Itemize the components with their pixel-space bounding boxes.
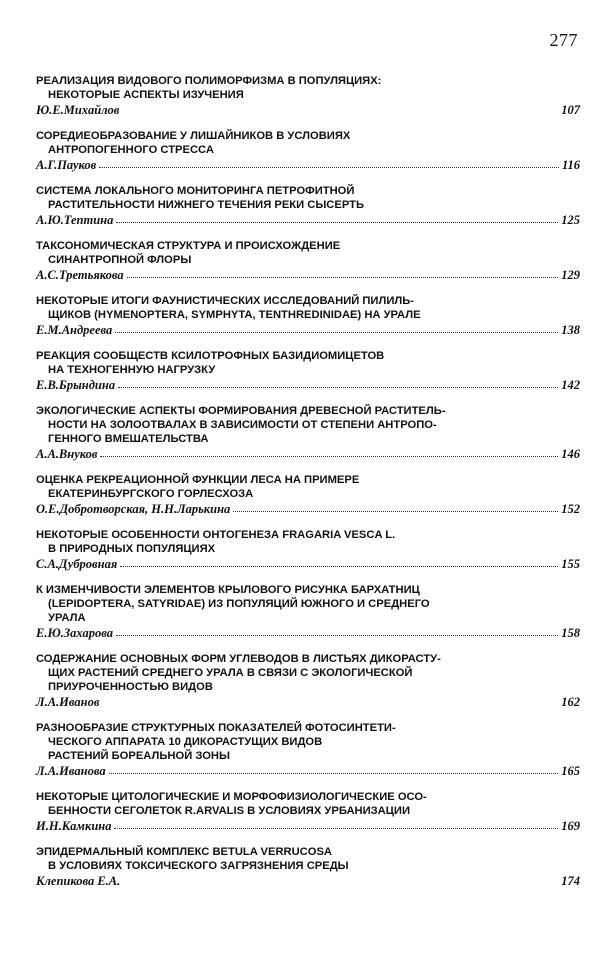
dot-leader: [114, 819, 558, 829]
dot-leader: [123, 874, 558, 883]
dot-leader: [116, 213, 558, 223]
entry-author-row: [36, 557, 580, 572]
entry-title: [36, 184, 580, 212]
entry-author: С.А.Дубровная: [36, 557, 118, 571]
dot-leader: [109, 764, 559, 774]
entry-title: [36, 845, 580, 873]
entry-title: [36, 349, 580, 377]
entry-title: [36, 404, 580, 446]
entry-title-line: ЧЕСКОГО АППАРАТА 10 ДИКОРАСТУЩИХ ВИДОВ: [48, 736, 323, 748]
entry-author-row: [36, 626, 580, 641]
toc-entry: [36, 583, 580, 641]
dot-leader: [120, 557, 558, 567]
entry-page-number: 162: [561, 695, 580, 709]
entry-title-line: АНТРОПОГЕННОГО СТРЕССА: [48, 144, 214, 156]
toc-entry: [36, 294, 580, 338]
entry-title-line: РАСТИТЕЛЬНОСТИ НИЖНЕГО ТЕЧЕНИЯ РЕКИ СЫСЕРТЬ: [48, 199, 365, 211]
dot-leader: [102, 695, 558, 704]
entry-author-row: [36, 819, 580, 834]
dot-leader: [100, 447, 558, 457]
entry-title: [36, 473, 580, 501]
dot-leader: [118, 378, 558, 388]
entry-title-line: ПРИУРОЧЕННОСТЬЮ ВИДОВ: [48, 681, 213, 693]
entry-title-line: СИСТЕМА ЛОКАЛЬНОГО МОНИТОРИНГА ПЕТРОФИТНОЙ: [36, 185, 355, 197]
entry-title-line: НОСТИ НА ЗОЛООТВАЛАХ В ЗАВИСИМОСТИ ОТ СТЕПЕНИ АНТРОПО-: [48, 419, 437, 431]
entry-page-number: 146: [561, 447, 580, 461]
entry-title: [36, 652, 580, 694]
entry-page-number: 138: [561, 323, 580, 337]
entry-title: [36, 721, 580, 763]
entry-title: [36, 790, 580, 818]
entry-title-line: РЕАКЦИЯ СООБЩЕСТВ КСИЛОТРОФНЫХ БАЗИДИОМИЦЕТОВ: [36, 350, 385, 362]
toc-entry: [36, 652, 580, 710]
entry-author: А.С.Третьякова: [36, 268, 124, 282]
toc-entry: [36, 349, 580, 393]
toc-entry: [36, 721, 580, 779]
entry-title-line: ОЦЕНКА РЕКРЕАЦИОННОЙ ФУНКЦИИ ЛЕСА НА ПРИМЕРЕ: [36, 474, 360, 486]
entry-author: И.Н.Камкина: [36, 819, 112, 833]
entry-author-row: [36, 447, 580, 462]
entry-page-number: 152: [561, 502, 580, 516]
page-number: 277: [549, 30, 578, 50]
entry-title-line: В ПРИРОДНЫХ ПОПУЛЯЦИЯХ: [48, 543, 216, 555]
entry-page-number: 116: [561, 158, 580, 172]
entry-title-line: БЕННОСТИ СЕГОЛЕТОК R.ARVALIS В УСЛОВИЯХ УРБАНИЗАЦИИ: [48, 805, 410, 817]
entry-author-row: [36, 874, 580, 889]
entry-title: [36, 129, 580, 157]
entry-author: О.Е.Добротворская, Н.Н.Ларькина: [36, 502, 231, 516]
entry-author: Ю.Е.Михайлов: [36, 103, 120, 117]
toc-entry: [36, 790, 580, 834]
dot-leader: [116, 626, 558, 636]
entry-title-line: УРАЛА: [48, 612, 86, 624]
toc-entry: [36, 129, 580, 173]
entry-author-row: [36, 103, 580, 118]
entry-title: [36, 74, 580, 102]
toc-entry: [36, 473, 580, 517]
toc-entry: [36, 845, 580, 889]
dot-leader: [115, 323, 558, 333]
dot-leader: [122, 103, 558, 112]
entry-title-line: ГЕННОГО ВМЕШАТЕЛЬСТВА: [48, 433, 209, 445]
entry-title: [36, 528, 580, 556]
entry-author: А.Г.Пауков: [36, 158, 97, 172]
entry-title-line: СОДЕРЖАНИЕ ОСНОВНЫХ ФОРМ УГЛЕВОДОВ В ЛИСТЬЯХ ДИКОРАСТУ-: [36, 653, 441, 665]
entry-page-number: 107: [561, 103, 580, 117]
entry-title-line: ЕКАТЕРИНБУРГСКОГО ГОРЛЕСХОЗА: [48, 488, 254, 500]
entry-author: Е.М.Андреева: [36, 323, 113, 337]
entry-page-number: 129: [561, 268, 580, 282]
entry-author: А.А.Внуков: [36, 447, 98, 461]
entry-page-number: 174: [561, 874, 580, 888]
entry-title: [36, 239, 580, 267]
entry-author-row: [36, 502, 580, 517]
entry-author-row: [36, 268, 580, 283]
entry-page-number: 169: [561, 819, 580, 833]
toc-entry: [36, 74, 580, 118]
table-of-contents: [36, 74, 580, 900]
entry-author: Е.Ю.Захарова: [36, 626, 113, 640]
entry-title-line: НЕКОТОРЫЕ АСПЕКТЫ ИЗУЧЕНИЯ: [48, 89, 244, 101]
entry-title-line: ТАКСОНОМИЧЕСКАЯ СТРУКТУРА И ПРОИСХОЖДЕНИЕ: [36, 240, 341, 252]
dot-leader: [99, 158, 559, 168]
entry-author-row: [36, 213, 580, 228]
toc-entry: [36, 184, 580, 228]
entry-page-number: 165: [561, 764, 580, 778]
entry-author-row: [36, 158, 580, 173]
dot-leader: [233, 502, 558, 512]
entry-title-line: РЕАЛИЗАЦИЯ ВИДОВОГО ПОЛИМОРФИЗМА В ПОПУЛЯЦИЯХ:: [36, 75, 382, 87]
entry-title-line: ЭКОЛОГИЧЕСКИЕ АСПЕКТЫ ФОРМИРОВАНИЯ ДРЕВЕСНОЙ РАСТИТЕЛЬ-: [36, 405, 446, 417]
toc-entry: [36, 239, 580, 283]
entry-page-number: 158: [561, 626, 580, 640]
entry-author-row: [36, 323, 580, 338]
entry-title-line: ЩИХ РАСТЕНИЙ СРЕДНЕГО УРАЛА В СВЯЗИ С ЭКОЛОГИЧЕСКОЙ: [48, 667, 413, 679]
entry-title-line: НЕКОТОРЫЕ ОСОБЕННОСТИ ОНТОГЕНЕЗА FRAGARIA VESCA L.: [36, 529, 396, 541]
entry-title-line: СОРЕДИЕОБРАЗОВАНИЕ У ЛИШАЙНИКОВ В УСЛОВИЯХ: [36, 130, 351, 142]
toc-entry: [36, 528, 580, 572]
entry-title-line: СИНАНТРОПНОЙ ФЛОРЫ: [48, 254, 192, 266]
entry-title-line: ЭПИДЕРМАЛЬНЫЙ КОМПЛЕКС BETULA VERRUCOSA: [36, 846, 333, 858]
entry-author: Л.А.Иванова: [36, 764, 106, 778]
entry-author-row: [36, 378, 580, 393]
entry-page-number: 155: [561, 557, 580, 571]
entry-title-line: ЩИКОВ (HYMENOPTERA, SYMPHYTA, TENTHREDINIDAE) НА УРАЛЕ: [48, 309, 421, 321]
entry-author: Клепикова Е.А.: [36, 874, 121, 888]
toc-entry: [36, 404, 580, 462]
entry-title-line: РАЗНООБРАЗИЕ СТРУКТУРНЫХ ПОКАЗАТЕЛЕЙ ФОТОСИНТЕТИ-: [36, 722, 396, 734]
entry-title-line: НА ТЕХНОГЕННУЮ НАГРУЗКУ: [48, 364, 216, 376]
entry-title-line: В УСЛОВИЯХ ТОКСИЧЕСКОГО ЗАГРЯЗНЕНИЯ СРЕДЫ: [48, 860, 349, 872]
entry-title-line: (LEPIDOPTERA, SATYRIDAE) ИЗ ПОПУЛЯЦИЙ ЮЖНОГО И СРЕДНЕГО: [48, 598, 430, 610]
entry-author-row: [36, 695, 580, 710]
entry-page-number: 142: [561, 378, 580, 392]
entry-title-line: НЕКОТОРЫЕ ЦИТОЛОГИЧЕСКИЕ И МОРФОФИЗИОЛОГИЧЕСКИЕ ОСО-: [36, 791, 427, 803]
entry-author-row: [36, 764, 580, 779]
dot-leader: [127, 268, 559, 278]
entry-author: А.Ю.Тептина: [36, 213, 114, 227]
entry-title: [36, 583, 580, 625]
entry-title-line: РАСТЕНИЙ БОРЕАЛЬНОЙ ЗОНЫ: [48, 750, 230, 762]
entry-title-line: НЕКОТОРЫЕ ИТОГИ ФАУНИСТИЧЕСКИХ ИССЛЕДОВАНИЙ ПИЛИЛЬ-: [36, 295, 414, 307]
entry-author: Л.А.Иванов: [36, 695, 100, 709]
entry-page-number: 125: [561, 213, 580, 227]
entry-title: [36, 294, 580, 322]
entry-author: Е.В.Брындина: [36, 378, 116, 392]
entry-title-line: К ИЗМЕНЧИВОСТИ ЭЛЕМЕНТОВ КРЫЛОВОГО РИСУНКА БАРХАТНИЦ: [36, 584, 420, 596]
